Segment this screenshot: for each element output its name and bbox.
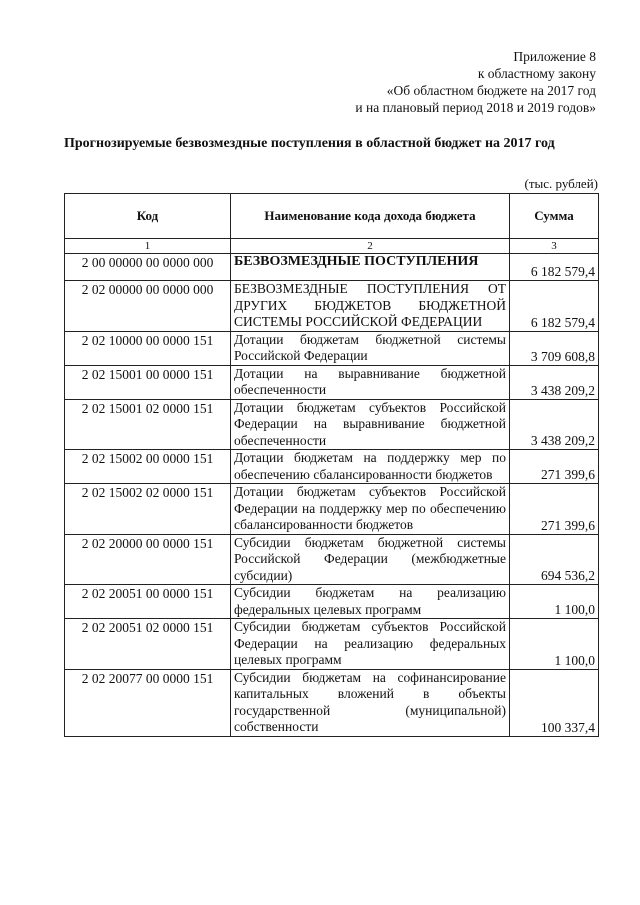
row-sum: 3 438 209,2 <box>510 365 599 399</box>
row-sum: 6 182 579,4 <box>510 281 599 332</box>
row-code: 2 02 15001 00 0000 151 <box>65 365 231 399</box>
row-name: Дотации бюджетам субъектов Российской Федерации на поддержку мер по обеспечению сбалансированности бюджетов <box>231 484 510 535</box>
appendix-line: Приложение 8 <box>513 49 596 64</box>
row-sum: 6 182 579,4 <box>510 254 599 281</box>
header-sum: Сумма <box>510 194 599 239</box>
row-sum: 271 399,6 <box>510 450 599 484</box>
table-row <box>65 585 599 619</box>
table-row <box>65 399 599 450</box>
header-name: Наименование кода дохода бюджета <box>231 194 510 239</box>
row-name: БЕЗВОЗМЕЗДНЫЕ ПОСТУПЛЕНИЯ <box>231 254 510 281</box>
row-sum: 271 399,6 <box>510 484 599 535</box>
appendix-line: «Об областном бюджете на 2017 год <box>386 83 596 98</box>
row-code: 2 00 00000 00 0000 000 <box>65 254 231 281</box>
row-sum: 100 337,4 <box>510 669 599 736</box>
appendix-line: к областному закону <box>477 66 596 81</box>
row-name: Субсидии бюджетам субъектов Российской Федерации на реализацию федеральных целевых программ <box>231 619 510 670</box>
row-code: 2 02 15002 00 0000 151 <box>65 450 231 484</box>
row-code: 2 02 20051 02 0000 151 <box>65 619 231 670</box>
row-sum: 1 100,0 <box>510 619 599 670</box>
row-name: Дотации бюджетам субъектов Российской Федерации на выравнивание бюджетной обеспеченности <box>231 399 510 450</box>
table-row <box>65 619 599 670</box>
row-code: 2 02 00000 00 0000 000 <box>65 281 231 332</box>
row-name: БЕЗВОЗМЕЗДНЫЕ ПОСТУПЛЕНИЯ ОТ ДРУГИХ БЮДЖЕТОВ БЮДЖЕТНОЙ СИСТЕМЫ РОССИЙСКОЙ ФЕДЕРАЦИИ <box>231 281 510 332</box>
column-number-row <box>65 239 599 254</box>
table-row <box>65 484 599 535</box>
row-name: Субсидии бюджетам на реализацию федеральных целевых программ <box>231 585 510 619</box>
column-number: 2 <box>231 239 510 254</box>
row-code: 2 02 20000 00 0000 151 <box>65 534 231 585</box>
row-name: Субсидии бюджетам бюджетной системы Российской Федерации (межбюджетные субсидии) <box>231 534 510 585</box>
row-sum: 3 709 608,8 <box>510 331 599 365</box>
document-title: Прогнозируемые безвозмездные поступления в областной бюджет на 2017 год <box>64 136 555 151</box>
row-code: 2 02 15002 02 0000 151 <box>65 484 231 535</box>
header-code: Код <box>65 194 231 239</box>
table-row <box>65 331 599 365</box>
row-code: 2 02 15001 02 0000 151 <box>65 399 231 450</box>
row-sum: 1 100,0 <box>510 585 599 619</box>
row-code: 2 02 20077 00 0000 151 <box>65 669 231 736</box>
row-name: Субсидии бюджетам на софинансирование капитальных вложений в объекты государственной (муниципальной) собственности <box>231 669 510 736</box>
revenue-table <box>64 193 599 737</box>
row-code: 2 02 20051 00 0000 151 <box>65 585 231 619</box>
row-name: Дотации на выравнивание бюджетной обеспеченности <box>231 365 510 399</box>
table-row <box>65 534 599 585</box>
table-row <box>65 450 599 484</box>
row-sum: 694 536,2 <box>510 534 599 585</box>
table-row <box>65 669 599 736</box>
table-row <box>65 365 599 399</box>
appendix-header <box>355 48 596 116</box>
row-name: Дотации бюджетам бюджетной системы Российской Федерации <box>231 331 510 365</box>
table-header-row <box>65 194 599 239</box>
table-row <box>65 254 599 281</box>
row-sum: 3 438 209,2 <box>510 399 599 450</box>
column-number: 1 <box>65 239 231 254</box>
row-code: 2 02 10000 00 0000 151 <box>65 331 231 365</box>
table-row <box>65 281 599 332</box>
appendix-line: и на плановый период 2018 и 2019 годов» <box>355 100 596 115</box>
row-name: Дотации бюджетам на поддержку мер по обеспечению сбалансированности бюджетов <box>231 450 510 484</box>
units-label: (тыс. рублей) <box>524 176 598 191</box>
column-number: 3 <box>510 239 599 254</box>
